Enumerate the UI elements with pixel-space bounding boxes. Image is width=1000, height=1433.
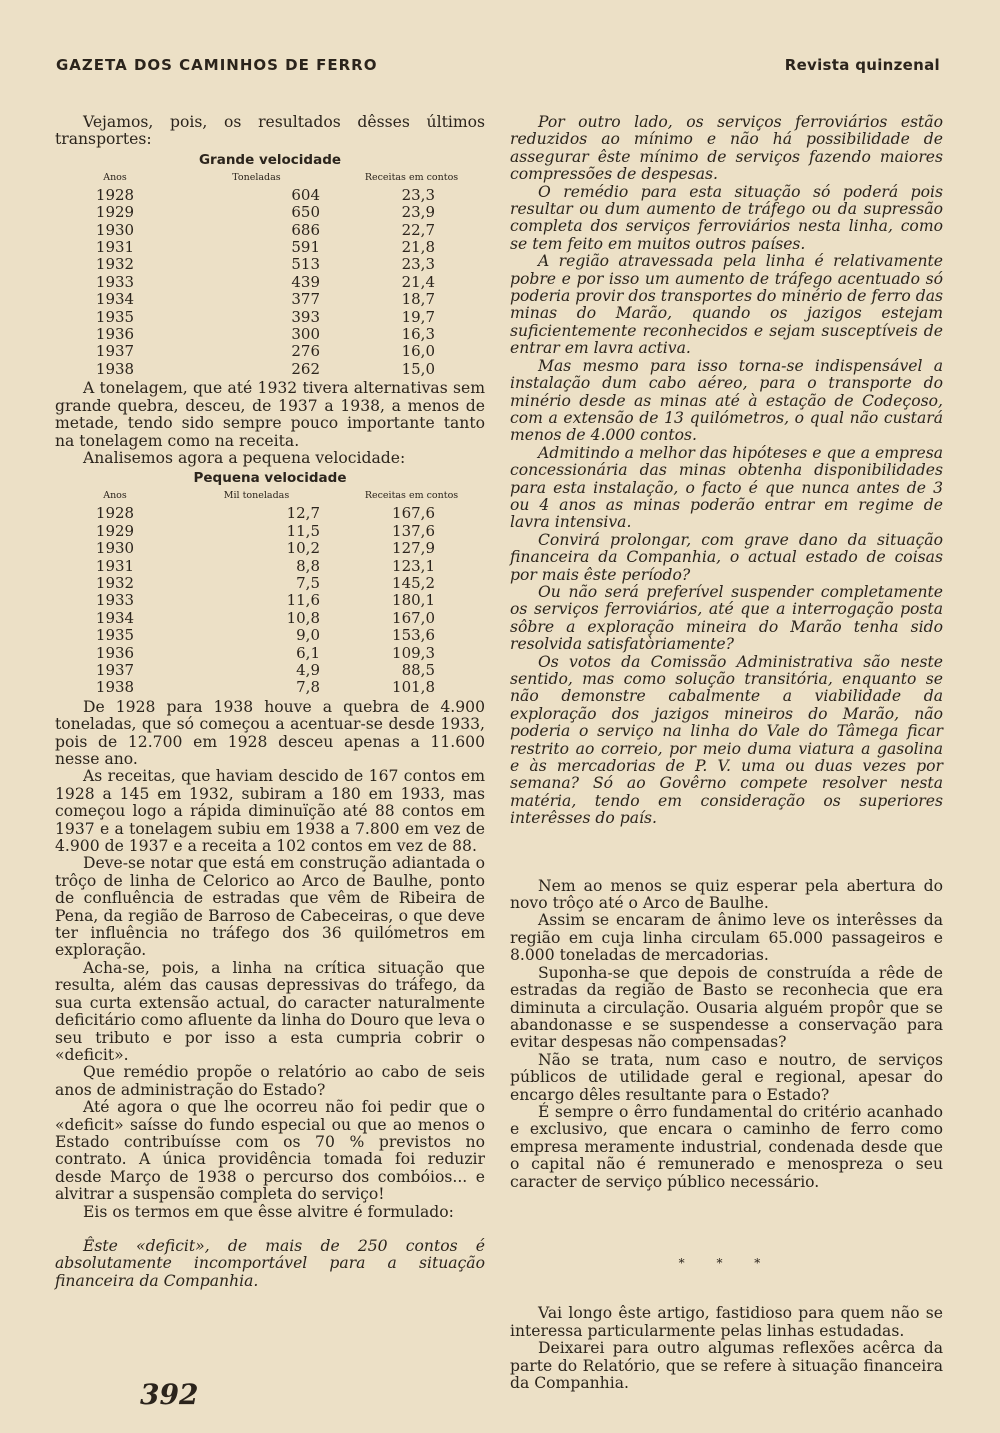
table-row	[55, 309, 485, 326]
table-row	[55, 291, 485, 308]
quoted-paragraph: Os votos da Comissão Administrativa são neste sentido, mas como solução transitória, enquanto se não demonstre cabalmente a viabilidade da exploração dos jazigos mineiros do Marão, não poderia o serviço na linha do Vale do Tâmega ficar restrito ao correio, por meio duma viatura a gasolina e às mercadorias de P. V. uma ou duas vezes por semana? Só ao Govêrno compete resolver nesta matéria, tendo em consideração os superiores interêsses do país.	[510, 652, 943, 828]
table-row	[55, 592, 485, 609]
table-cell: 591	[291, 238, 320, 257]
table-title-grande: Grande velocidade	[198, 151, 342, 168]
paragraph: Que remédio propõe o relatório ao cabo de seis anos de administração do Estado?	[55, 1063, 485, 1099]
table-cell: 393	[291, 307, 320, 326]
table-cell: 145,2	[392, 573, 435, 592]
spacer	[55, 1221, 485, 1238]
paragraph: De 1928 para 1938 houve a quebra de 4.900 toneladas, que só começou a acentuar-se desde 1933, pois de 12.700 em 1928 desceu apenas a 11.600 nesse ano.	[55, 697, 485, 768]
table-cell: 16,3	[401, 325, 435, 344]
table-cell: 12,7	[286, 504, 320, 523]
table-body	[55, 187, 485, 378]
table-cell: 167,0	[392, 608, 435, 627]
quoted-paragraph: Por outro lado, os serviços ferroviários estão reduzidos ao mínimo e não há possibilidade de assegurar êste mínimo de serviços fazendo maiores compressões de despesas.	[510, 113, 943, 184]
table-cell: 18,7	[401, 290, 435, 309]
table-cell: 1933	[95, 272, 135, 291]
table-cell: 101,8	[392, 678, 435, 697]
table-cell: 22,7	[401, 220, 435, 239]
column-header: Receitas em contos	[364, 490, 459, 502]
table-cell: 1933	[95, 591, 135, 610]
table-cell: 23,3	[401, 255, 435, 274]
table-row	[55, 187, 485, 204]
table-title-pequena: Pequena velocidade	[193, 470, 347, 487]
table-row	[55, 540, 485, 557]
table-cell: 262	[291, 359, 320, 378]
paragraph: Até agora o que lhe ocorreu não foi pedir que o «deficit» saísse do fundo especial ou que ao menos o Estado contribuísse com os 70 % previstos no contrato. A única providência tomada foi reduzir desde Março de 1938 o percurso dos combóios... e alvitrar a suspensão completa do serviço!	[55, 1098, 485, 1204]
column-header: Mil toneladas	[223, 490, 290, 502]
quoted-paragraph: Admitindo a melhor das hipóteses e que a empresa concessionária das minas obtenha disponibilidades para esta instalação, o facto é que nunca antes de 3 ou 4 anos as minas poderão entrar em regime de lavra intensiva.	[510, 443, 943, 532]
table-row	[55, 222, 485, 239]
table-cell: 1930	[95, 220, 135, 239]
table-cell: 11,6	[286, 591, 320, 610]
table-row	[55, 523, 485, 540]
table-cell: 513	[291, 255, 320, 274]
table-cell: 1931	[95, 556, 135, 575]
table-cell: 1931	[95, 238, 135, 257]
table-cell: 88,5	[401, 660, 435, 679]
table-cell: 19,7	[401, 307, 435, 326]
table-cell: 604	[291, 185, 320, 204]
table-cell: 10,8	[286, 608, 320, 627]
table-cell: 650	[291, 203, 320, 222]
paragraph: Eis os termos em que êsse alvitre é formulado:	[83, 1202, 454, 1221]
table-row	[55, 558, 485, 575]
table-row	[55, 627, 485, 644]
table-row	[55, 256, 485, 273]
table-cell: 1935	[95, 626, 135, 645]
quoted-paragraph: Ou não será preferível suspender completamente os serviços ferroviários, até que a interrogação posta sôbre a exploração mineira do Marão tenha sido resolvida satisfatòriamente?	[510, 582, 943, 654]
table-row	[55, 679, 485, 696]
paragraph: Suponha-se que depois de construída a rêde de estradas da região de Basto se reconhecia que era diminuta a circulação. Ousaria alguém propôr que se abandonasse e se suspendesse a conservação para evitar despesas não compensadas?	[510, 963, 943, 1052]
table-cell: 1932	[95, 255, 135, 274]
spacer	[510, 1288, 943, 1305]
table-cell: 15,0	[401, 359, 435, 378]
table-cell: 167,6	[392, 504, 435, 523]
table-cell: 1930	[95, 539, 135, 558]
table-cell: 1929	[95, 203, 135, 222]
quoted-paragraph: Convirá prolongar, com grave dano da situação financeira da Companhia, o actual estado de coisas por mais êste período?	[510, 530, 943, 584]
table-cell: 377	[291, 290, 320, 309]
table-row	[55, 575, 485, 592]
right-column	[510, 114, 943, 1392]
table-cell: 7,8	[296, 678, 320, 697]
section-separator: * * *	[678, 1255, 775, 1270]
table-row	[55, 204, 485, 221]
table-cell: 686	[291, 220, 320, 239]
paragraph: Não se trata, num caso e noutro, de serviços públicos de utilidade geral e regional, apesar do encargo dêles resultante para o Estado?	[510, 1050, 943, 1104]
table-cell: 1937	[95, 660, 135, 679]
table-row	[55, 326, 485, 343]
table-cell: 11,5	[286, 521, 320, 540]
paragraph: Deixarei para outro algumas reflexões acêrca da parte do Relatório, que se refere à situação financeira da Companhia.	[510, 1339, 943, 1392]
page-header	[56, 52, 940, 80]
table-cell: 9,0	[296, 626, 320, 645]
paragraph: Vejamos, pois, os resultados dêsses últimos transportes:	[55, 113, 485, 149]
quoted-paragraph: Êste «deficit», de mais de 250 contos é absolutamente incomportável para a situação financeira da Companhia.	[55, 1236, 485, 1290]
quoted-paragraph: O remédio para esta situação só poderá pois resultar ou dum aumento de tráfego ou da supressão completa dos serviços ferroviários nesta linha, como se tem feito em muitos outros países.	[510, 182, 943, 253]
quoted-paragraph: Mas mesmo para isso torna-se indispensável a instalação dum cabo aéreo, para o transporte do minério desde as minas até à estação de Codeçoso, com a extensão de 13 quilómetros, o qual não custará menos de 4.000 contos.	[510, 356, 943, 445]
spacer	[510, 1191, 943, 1241]
table-cell: 1936	[95, 325, 135, 344]
table-cell: 23,9	[401, 203, 435, 222]
table-cell: 1937	[95, 342, 135, 361]
table-cell: 137,6	[392, 521, 435, 540]
journal-title: GAZETA DOS CAMINHOS DE FERRO	[56, 56, 378, 74]
paragraph: Assim se encaram de ânimo leve os interêsses da região em cuja linha circulam 65.000 passageiros e 8.000 toneladas de mercadorias.	[510, 911, 943, 965]
paragraph: Acha-se, pois, a linha na crítica situação que resulta, além das causas depressivas do tráfego, da sua curta extensão actual, do caracter naturalmente deficitário como afluente da linha do Douro que leva o seu tributo e por isso a esta cumpria cobrir o «deficit».	[55, 958, 485, 1064]
table-row	[55, 361, 485, 378]
table-row	[55, 610, 485, 627]
paragraph: A tonelagem, que até 1932 tivera alternativas sem grande quebra, desceu, de 1937 a 1938, a menos de metade, tendo sido sempre pouco importante tanto na tonelagem como na receita.	[55, 379, 485, 450]
table-cell: 8,8	[296, 556, 320, 575]
table-cell: 1936	[95, 643, 135, 662]
table-cell: 123,1	[392, 556, 435, 575]
table-body	[55, 505, 485, 696]
table-row	[55, 662, 485, 679]
table-row	[55, 505, 485, 522]
table-cell: 10,2	[286, 539, 320, 558]
table-cell: 276	[291, 342, 320, 361]
table-cell: 7,5	[296, 573, 320, 592]
table-row	[55, 274, 485, 291]
column-header: Anos	[103, 171, 127, 183]
paragraph: Nem ao menos se quiz esperar pela abertura do novo trôço até o Arco de Baulhe.	[510, 876, 943, 913]
table-cell: 4,9	[296, 660, 320, 679]
table-cell: 109,3	[392, 643, 435, 662]
table-cell: 1938	[95, 359, 135, 378]
table-cell: 1934	[95, 290, 135, 309]
table-cell: 1934	[95, 608, 135, 627]
left-column	[55, 114, 485, 1290]
table-cell: 16,0	[401, 342, 435, 361]
table-cell: 23,3	[401, 185, 435, 204]
table-row	[55, 343, 485, 360]
table-cell: 180,1	[392, 591, 435, 610]
column-header: Receitas em contos	[364, 171, 459, 183]
paragraph: É sempre o êrro fundamental do critério acanhado e exclusivo, que encara o caminho de ferro como empresa meramente industrial, condenada desde que o capital não é remunerado e menospreza o seu caracter de serviço público necessário.	[510, 1102, 943, 1191]
column-header: Anos	[103, 490, 127, 502]
paragraph: Vai longo êste artigo, fastidioso para quem não se interessa particularmente pelas linhas estudadas.	[510, 1304, 943, 1340]
table-cell: 1938	[95, 678, 135, 697]
table-grande-velocidade	[55, 169, 485, 378]
table-cell: 21,4	[401, 272, 435, 291]
page-number: 392	[140, 1378, 199, 1411]
spacer	[510, 828, 943, 878]
paragraph: As receitas, que haviam descido de 167 contos em 1928 a 145 em 1932, subiram a 180 em 1933, mas começou logo a rápida diminuïção até 88 contos em 1937 e a tonelagem subiu em 1938 a 7.800 em vez de 4.900 de 1937 e a receita a 102 contos em vez de 88.	[55, 767, 485, 856]
table-cell: 127,9	[392, 539, 435, 558]
table-cell: 153,6	[392, 626, 435, 645]
table-cell: 300	[291, 325, 320, 344]
table-cell: 1929	[95, 521, 135, 540]
table-cell: 6,1	[296, 643, 320, 662]
quoted-paragraph: A região atravessada pela linha é relativamente pobre e por isso um aumento de tráfego acentuado só poderia provir dos transportes do minério de ferro das minas do Marão, quando os jazigos estejam suficientemente reconhecidos e sejam susceptíveis de entrar em lavra activa.	[510, 252, 943, 358]
paragraph: Analisemos agora a pequena velocidade:	[83, 448, 406, 467]
table-cell: 1928	[95, 504, 135, 523]
journal-subtitle: Revista quinzenal	[784, 56, 940, 74]
table-row	[55, 239, 485, 256]
table-cell: 1932	[95, 573, 135, 592]
column-header: Toneladas	[232, 171, 281, 183]
table-cell: 1928	[95, 185, 135, 204]
table-pequena-velocidade	[55, 487, 485, 696]
paragraph: Deve-se notar que está em construção adiantada o trôço de linha de Celorico ao Arco de Baulhe, ponto de confluência de estradas que vêm de Ribeira de Pena, da região de Barroso de Cabeceiras, o que deve ter influência no tráfego dos 36 quilómetros em exploração.	[55, 854, 485, 960]
table-row	[55, 645, 485, 662]
table-cell: 439	[291, 272, 320, 291]
table-cell: 21,8	[401, 238, 435, 257]
table-cell: 1935	[95, 307, 135, 326]
